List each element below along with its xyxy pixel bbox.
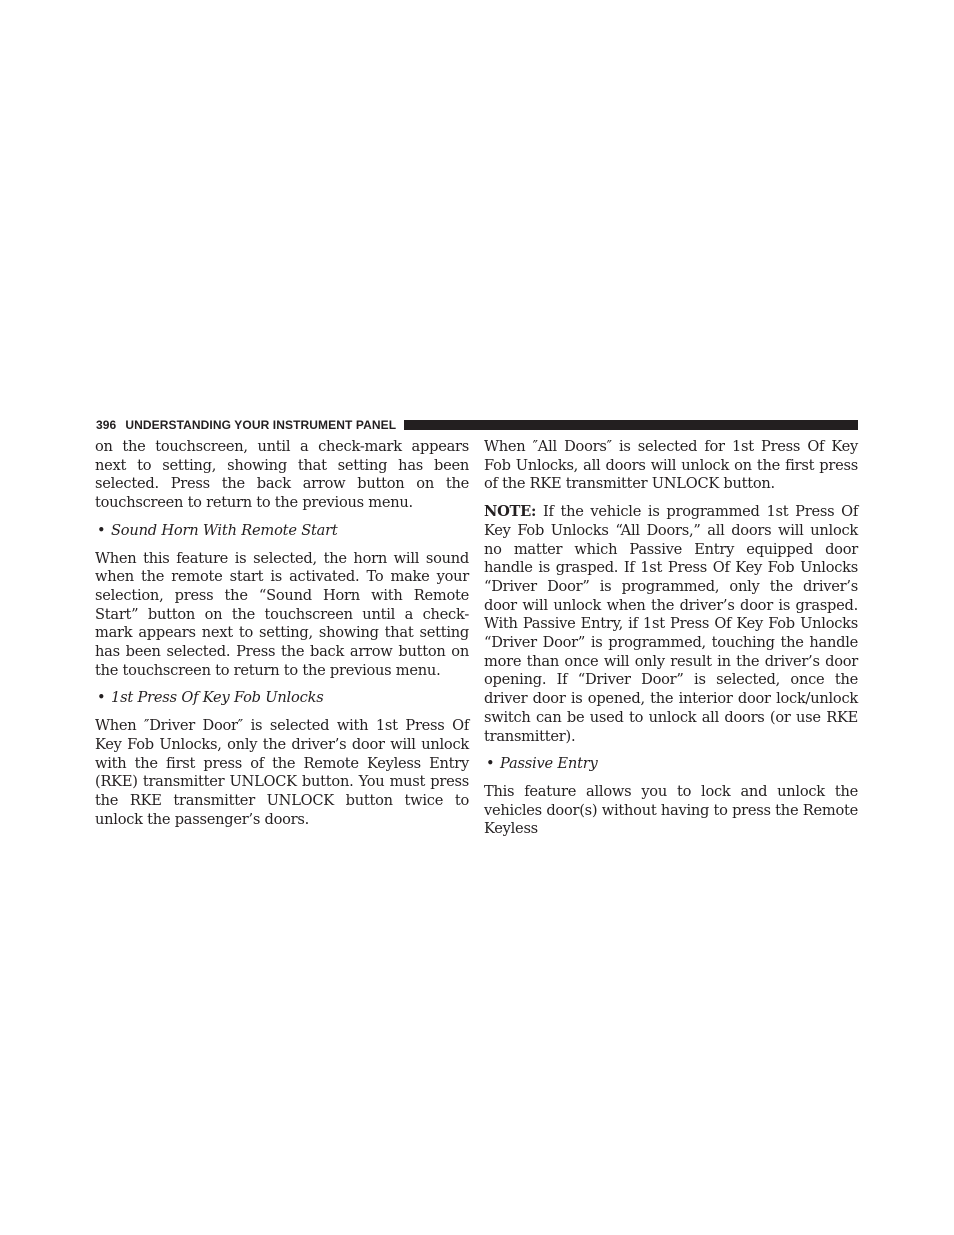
- bullet-item-sound-horn: [95, 522, 469, 541]
- bullet-icon: •: [97, 689, 106, 707]
- note-label: NOTE:: [484, 503, 537, 521]
- page-number: 396: [96, 418, 117, 432]
- note-text: If the vehicle is programmed 1st Press Of Key Fob Unlocks “All Doors,” all doors will unlock no matter which Passive Entry equipped door handle is grasped. If 1st Press Of Key Fob Unlocks “Driver Door” is programmed, only the driver’s door will unlock when the driver’s door is grasped. With Passive Entry, if 1st Press Of Key Fob Unlocks “Driver Door” is programmed, touching the handle more than once will only result in the driver’s door opening. If “Driver Door” is selected, once the driver door is opened, the interior door lock/unlock switch can be used to unlock all doors (or use RKE transmitter).: [484, 503, 858, 745]
- page-header: [96, 416, 858, 434]
- header-rule: [404, 420, 858, 430]
- paragraph: on the touchscreen, until a check-mark appears next to setting, showing that setting has been selected. Press the back arrow button on the touchscreen to return to the previous menu.: [95, 438, 469, 512]
- left-column: [95, 438, 469, 838]
- bullet-label: 1st Press Of Key Fob Unlocks: [111, 689, 324, 707]
- bullet-item-passive-entry: [484, 755, 858, 774]
- paragraph: When this feature is selected, the horn will sound when the remote start is activated. To make your selection, press the “Sound Horn with Remote Start” button on the touchscreen until a check-mark appears next to setting, showing that setting has been selected. Press the back arrow button on the touchscreen to return to the previous menu.: [95, 549, 469, 679]
- bullet-icon: •: [97, 521, 106, 539]
- bullet-label: Passive Entry: [500, 755, 598, 773]
- right-column: [484, 438, 858, 848]
- bullet-item-key-fob-unlocks: [95, 689, 469, 708]
- bullet-label: Sound Horn With Remote Start: [111, 521, 338, 539]
- note-paragraph: [484, 503, 858, 746]
- paragraph: When ″All Doors″ is selected for 1st Press Of Key Fob Unlocks, all doors will unlock on the first press of the RKE transmitter UNLOCK button.: [484, 438, 858, 493]
- bullet-icon: •: [486, 755, 495, 773]
- section-title: UNDERSTANDING YOUR INSTRUMENT PANEL: [125, 418, 397, 432]
- paragraph: When ″Driver Door″ is selected with 1st Press Of Key Fob Unlocks, only the driver’s door will unlock with the first press of the Remote Keyless Entry (RKE) transmitter UNLOCK button. You must press the RKE transmitter UNLOCK button twice to unlock the passenger’s doors.: [95, 717, 469, 828]
- paragraph: This feature allows you to lock and unlock the vehicles door(s) without having to press the Remote Keyless: [484, 782, 858, 838]
